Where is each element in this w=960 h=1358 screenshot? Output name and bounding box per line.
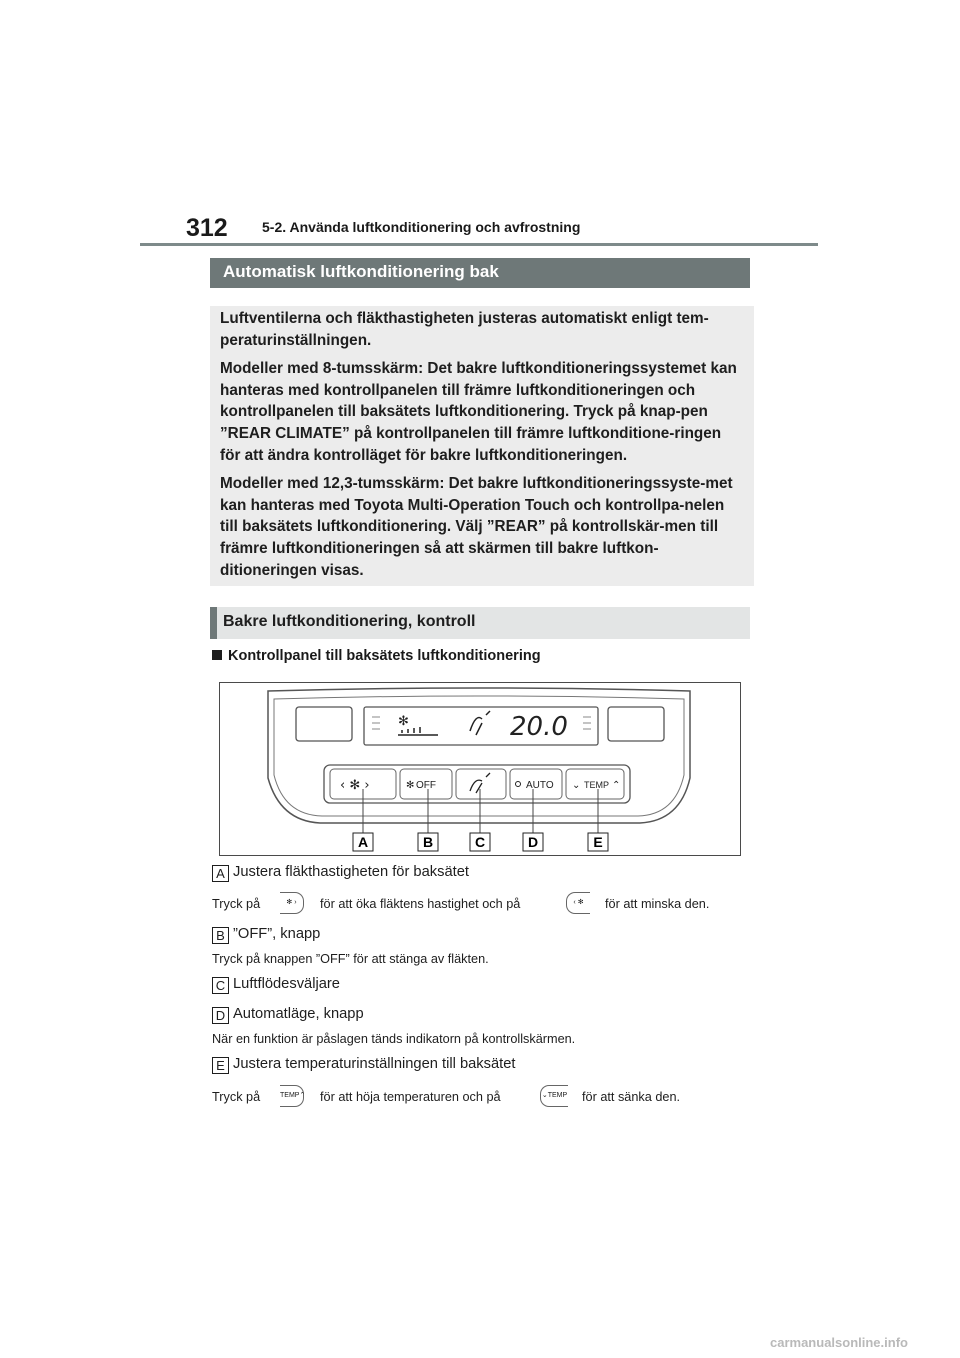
- item-a-letter: A: [212, 865, 229, 882]
- sub-heading-text: Kontrollpanel till baksätets luftkonditionering: [228, 648, 541, 664]
- sub-heading: [212, 648, 541, 664]
- off-button-label: OFF: [416, 780, 436, 791]
- item-e-desc-part-2: för att höja temperaturen och på: [320, 1090, 501, 1104]
- item-b: [212, 926, 320, 944]
- header-rule: [140, 243, 818, 246]
- fan-up-mini-icon: ✻ ›: [280, 892, 304, 914]
- callout-labels: [353, 833, 608, 851]
- display-temperature: 20.0: [510, 712, 568, 742]
- fan-icon: ✻: [398, 714, 409, 729]
- callout-label-b: B: [422, 834, 434, 850]
- banner-control: [210, 607, 750, 639]
- callout-label-d: D: [527, 834, 539, 850]
- item-b-letter: B: [212, 927, 229, 944]
- item-e-title: Justera temperaturinställningen till baksätet: [233, 1056, 516, 1072]
- temp-down-mini-icon: ⌄TEMP: [540, 1085, 568, 1107]
- item-a: [212, 864, 469, 882]
- item-e: [212, 1056, 515, 1074]
- fan-buttons-icon: ‹ ✻ ›: [340, 778, 370, 793]
- item-a-desc-part-3: för att minska den.: [605, 897, 710, 911]
- callout-label-e: E: [593, 834, 603, 850]
- info-box: [210, 306, 754, 586]
- callout-label-a: A: [357, 834, 369, 850]
- control-panel-illustration: [220, 683, 742, 857]
- item-d-letter: D: [212, 1007, 229, 1024]
- watermark: carmanualsonline.info: [770, 1335, 908, 1350]
- item-a-title: Justera fläkthastigheten för baksätet: [233, 864, 469, 880]
- temp-up-mini-label: TEMP: [280, 1092, 300, 1099]
- item-b-desc: Tryck på knappen ”OFF” för att stänga av fläkten.: [212, 952, 489, 966]
- banner-main-title: Automatisk luftkonditionering bak: [223, 262, 499, 281]
- info-paragraph-1: Luftventilerna och fläkthastigheten justeras automatiskt enligt tem-peraturinställningen.: [220, 310, 709, 349]
- temp-up-icon: ⌃: [612, 780, 621, 791]
- banner-control-title: Bakre luftkonditionering, kontroll: [223, 613, 476, 630]
- auto-button-label: AUTO: [526, 780, 554, 791]
- temp-down-icon: ⌄: [572, 780, 581, 791]
- page-number: 312: [186, 214, 228, 242]
- item-d-desc: När en funktion är påslagen tänds indikatorn på kontrollskärmen.: [212, 1032, 576, 1046]
- item-e-desc-part-1: Tryck på: [212, 1090, 261, 1104]
- item-e-letter: E: [212, 1057, 229, 1074]
- item-c: [212, 976, 340, 994]
- info-paragraph-3: Modeller med 12,3-tumsskärm: Det bakre luftkonditioneringssyste-met kan hanteras med Toyota Multi-Operation Touch och kontrollpa-nelen till baksätets luftkonditionering. Välj ”REAR” på kontrollskär-men till främre luftkonditioneringen så att skärmen till bakre luftkon-ditioneringen visas.: [220, 475, 733, 579]
- square-bullet-icon: [212, 650, 222, 660]
- auto-indicator-icon: [516, 782, 521, 787]
- temp-down-mini-label: TEMP: [547, 1092, 568, 1099]
- section-header: 5-2. Använda luftkonditionering och avfrostning: [262, 219, 581, 235]
- temp-up-mini-icon: TEMP⌃: [280, 1085, 304, 1107]
- item-a-desc-part-2: för att öka fläktens hastighet och på: [320, 897, 521, 911]
- banner-main: [210, 258, 750, 288]
- fan-off-icon: ✻: [406, 780, 415, 791]
- callout-label-c: C: [474, 834, 486, 850]
- temp-button-label: TEMP: [584, 780, 610, 790]
- item-d-title: Automatläge, knapp: [233, 1006, 364, 1022]
- item-b-title: ”OFF”, knapp: [233, 926, 321, 942]
- info-paragraph-2: Modeller med 8-tumsskärm: Det bakre luftkonditioneringssystemet kan hanteras med kontrollpanelen till främre luftkonditioneringen och kontrollpanelen till baksätets luftkonditionering. Tryck på knap-pen ”REAR CLIMATE” på kontrollpanelen till främre luftkonditione-ringen för att ändra kontrolläget för bakre luftkonditioneringen.: [220, 360, 737, 464]
- item-c-letter: C: [212, 977, 229, 994]
- airflow-icon: [470, 711, 490, 735]
- control-panel-figure: [219, 682, 741, 856]
- item-a-desc-part-1: Tryck på: [212, 897, 261, 911]
- item-a-desc: [212, 897, 260, 911]
- item-e-desc-part-3: för att sänka den.: [582, 1090, 681, 1104]
- fan-down-mini-icon: ‹ ✻: [566, 892, 590, 914]
- item-c-title: Luftflödesväljare: [233, 976, 340, 992]
- item-d: [212, 1006, 364, 1024]
